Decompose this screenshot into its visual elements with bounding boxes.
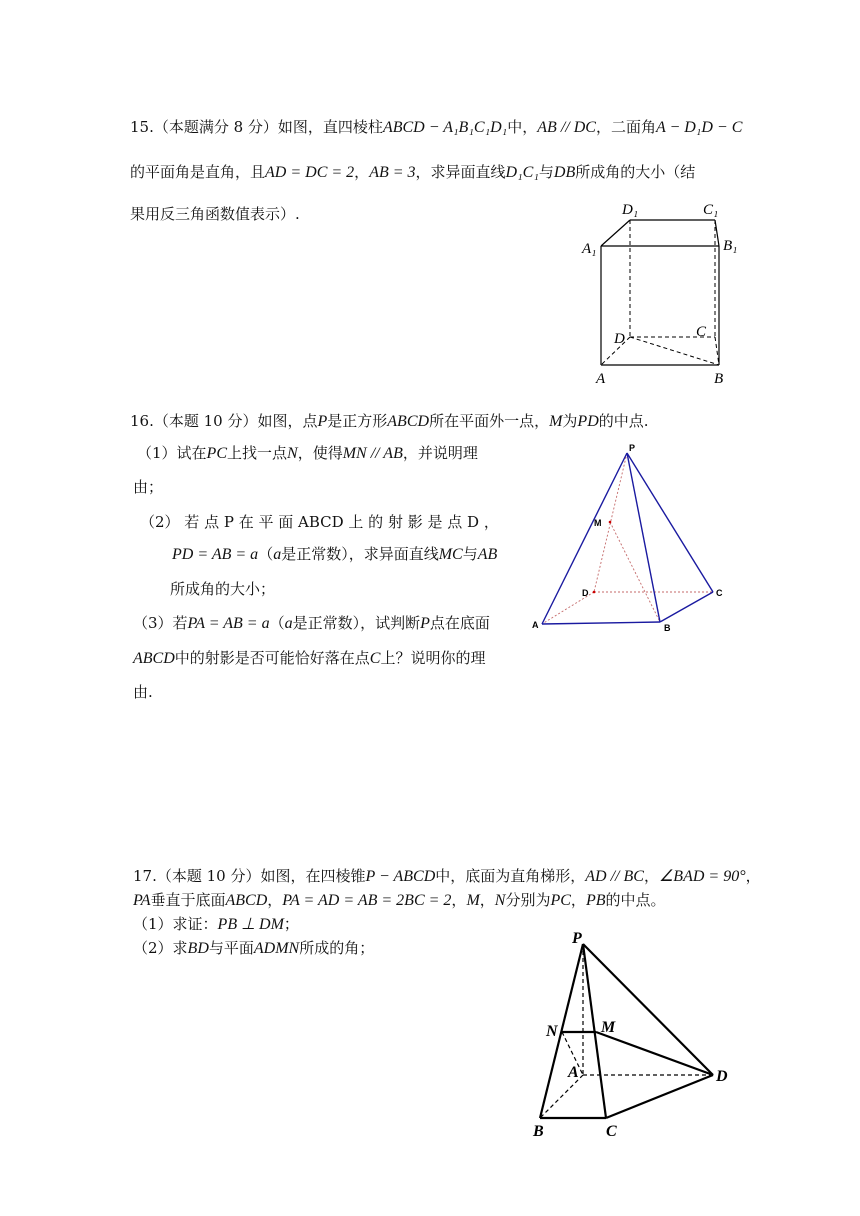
edge-cd — [606, 1075, 713, 1118]
label-p: P — [629, 443, 636, 453]
p17-text: ， — [745, 867, 761, 885]
p15-line-3 — [130, 204, 300, 224]
p17-text: 垂直于底面 — [150, 891, 226, 909]
p16-q2-line-3 — [170, 579, 275, 599]
p16-math: PD — [577, 413, 599, 430]
p16-text: 16.（本题 10 分）如图，点 — [130, 412, 318, 430]
p17-line-1 — [133, 866, 761, 887]
p15-line-1 — [130, 117, 742, 138]
p16-math: ABCD — [133, 650, 175, 667]
p15-math: AB // DC — [537, 119, 596, 136]
p17-text: ， — [479, 891, 495, 909]
p16-text: 的中点. — [598, 412, 649, 430]
p17-math: M — [466, 892, 480, 909]
p16-q3-line-1 — [133, 613, 490, 634]
p16-text: 是正常数），试判断 — [292, 614, 421, 632]
p17-math: N — [494, 892, 506, 909]
label-a: A — [568, 1064, 579, 1081]
p15-math: DB — [553, 164, 576, 181]
p16-math: ABCD — [387, 413, 430, 430]
p17-math: PC — [550, 892, 571, 909]
p15-text: 中， — [507, 118, 538, 136]
label-m: M — [601, 1019, 616, 1036]
p17-q1 — [133, 914, 299, 935]
p16-math: M — [549, 413, 563, 430]
p16-text: 所成角的大小； — [170, 580, 276, 598]
p16-math: PA = AB = a — [187, 615, 270, 632]
p15-text: 15.（本题满分 8 分）如图，直四棱柱 — [130, 118, 383, 136]
p16-text: 与 — [462, 545, 478, 563]
p16-q1-line-1 — [137, 443, 478, 464]
p16-text: 是正方形 — [327, 412, 388, 430]
p16-text: 所在平面外一点， — [429, 412, 550, 430]
edge-bc — [660, 592, 713, 622]
label-a1: A₁ — [582, 241, 597, 257]
label-a: A — [532, 620, 539, 630]
p16-q3-line-2 — [133, 648, 485, 669]
p15-math: AB = 3 — [369, 164, 416, 181]
p17-line-2 — [133, 890, 666, 911]
edge-pd — [583, 944, 713, 1075]
p15-math: A − D₁D − C — [655, 119, 743, 136]
p16-text: 由； — [133, 478, 164, 496]
p16-math: MC — [438, 546, 463, 563]
p16-text: 中的射影是否可能恰好落在点 — [174, 649, 370, 667]
p16-text: （2） 若 点 P 在 平 面 ABCD 上 的 射 影 是 点 D ， — [140, 513, 499, 531]
p17-text: 的中点。 — [605, 891, 666, 909]
p16-math: PD = AB = a — [172, 546, 259, 563]
p16-math: P — [317, 413, 328, 430]
label-p: P — [572, 930, 582, 947]
p17-math: PA — [133, 892, 151, 909]
p17-math: AD // BC — [585, 868, 644, 885]
p16-text: 点在底面 — [429, 614, 490, 632]
p16-text: ，并说明理 — [402, 444, 478, 462]
p16-math: a — [284, 615, 293, 632]
p16-text: 由. — [133, 683, 153, 701]
p15-math: AD = DC = 2 — [265, 164, 355, 181]
p16-math: C — [369, 650, 381, 667]
label-b1: B₁ — [723, 238, 738, 254]
edge-c1b1 — [715, 220, 719, 246]
p15-text: 的平面角是直角，且 — [130, 163, 266, 181]
p16-math: MN // AB — [342, 445, 403, 462]
p16-math: AB — [477, 546, 498, 563]
point-d — [593, 591, 596, 594]
p16-text: ，使得 — [297, 444, 343, 462]
label-d: D — [614, 331, 625, 347]
edge-pa — [542, 453, 627, 624]
label-d: D — [716, 1068, 728, 1085]
p17-math: BD — [187, 940, 209, 957]
label-d1: D₁ — [622, 202, 639, 218]
point-m — [609, 521, 612, 524]
p17-text: 17.（本题 10 分）如图，在四棱锥 — [133, 867, 366, 885]
edge-mc-hidden — [610, 522, 660, 622]
p15-math: ABCD − A₁B₁C₁D₁ — [382, 119, 508, 136]
edge-ab — [542, 622, 660, 624]
p15-math: D₁C₁ — [505, 164, 539, 181]
p16-text: 为 — [562, 412, 578, 430]
p16-text: （ — [269, 614, 285, 632]
p17-math: P − ABCD — [365, 868, 436, 885]
p17-text: ， — [267, 891, 283, 909]
label-b: B — [533, 1123, 544, 1140]
p15-text: 与 — [538, 163, 554, 181]
p16-text: 是正常数），求异面直线 — [281, 545, 439, 563]
p17-math: PA = AD = AB = 2BC = 2 — [282, 892, 452, 909]
p16-math: PC — [206, 445, 227, 462]
p16-text: （3）若 — [133, 614, 188, 632]
p16-q1-line-2 — [133, 477, 163, 497]
label-c: C — [696, 324, 707, 340]
p16-math: N — [287, 445, 298, 462]
label-c: C — [716, 588, 723, 598]
p15-text: ， — [354, 163, 370, 181]
label-a: A — [596, 371, 606, 387]
p16-text: 上？说明你的理 — [380, 649, 486, 667]
p17-text: 中，底面为直角梯形， — [435, 867, 586, 885]
p17-math: PB — [585, 892, 606, 909]
p16-pyramid-figure — [530, 440, 730, 640]
edge-ab-hidden — [540, 1075, 583, 1118]
p17-text: 所成的角； — [299, 939, 375, 957]
p16-q2-line-2 — [172, 544, 497, 565]
p16-math: a — [273, 546, 282, 563]
edge-db-hidden — [630, 337, 719, 365]
p16-math: P — [420, 615, 430, 632]
p16-q3-line-3 — [133, 682, 153, 702]
label-n: N — [546, 1023, 558, 1040]
p16-text: （ — [258, 545, 274, 563]
edge-d1a1 — [601, 220, 630, 246]
p17-text: （2）求 — [133, 939, 188, 957]
p15-text: 所成角的大小（结 — [575, 163, 696, 181]
p16-text: 上找一点 — [227, 444, 288, 462]
edge-md — [596, 1032, 713, 1075]
label-b: B — [714, 371, 724, 387]
p15-prism-figure — [570, 195, 750, 395]
p15-line-2 — [130, 162, 695, 183]
p17-text: （1）求证： — [133, 915, 218, 933]
p17-pyramid-figure — [528, 928, 748, 1148]
label-m: M — [594, 518, 602, 528]
label-d: D — [582, 588, 589, 598]
p15-text: ，二面角 — [595, 118, 656, 136]
p17-math: ABCD — [225, 892, 268, 909]
p15-text: 果用反三角函数值表示）. — [130, 205, 300, 223]
p17-text: 分别为 — [505, 891, 551, 909]
p16-line-1 — [130, 411, 649, 432]
p17-text: ； — [283, 915, 299, 933]
label-b: B — [664, 623, 671, 633]
label-c: C — [606, 1123, 617, 1140]
p17-text: 与平面 — [208, 939, 254, 957]
p17-math: ADMN — [253, 940, 300, 957]
p16-q2-line-1 — [140, 512, 499, 532]
p15-text: ，求异面直线 — [415, 163, 506, 181]
p16-text: （1）试在 — [137, 444, 207, 462]
p17-q2 — [133, 938, 374, 959]
p17-text: ， — [570, 891, 586, 909]
p17-math: ∠BAD = 90° — [658, 868, 746, 885]
p17-text: ， — [643, 867, 659, 885]
p17-math: PB ⊥ DM — [217, 916, 284, 933]
label-c1: C₁ — [703, 202, 719, 218]
p17-text: ， — [451, 891, 467, 909]
